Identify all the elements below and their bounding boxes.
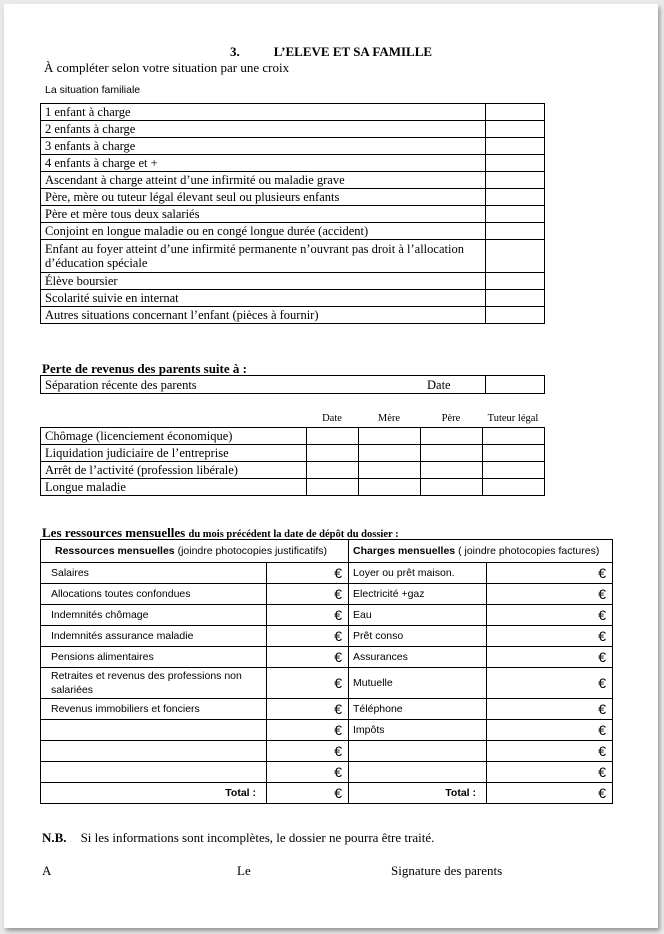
ressources-row <box>41 668 613 699</box>
ressources-heading-bold: Les ressources mensuelles <box>42 525 186 540</box>
charge-label: Téléphone <box>349 699 487 720</box>
charges-total-label: Total : <box>349 783 487 804</box>
ressource-amount-cell[interactable]: € <box>267 668 349 699</box>
nb-note <box>42 830 434 846</box>
charge-label: Impôts <box>349 720 487 741</box>
col-tuteur-header: Tuteur légal <box>487 413 539 424</box>
perte-heading: Perte de revenus des parents suite à : <box>42 361 247 376</box>
ressources-header <box>41 540 349 563</box>
charge-amount-cell[interactable]: € <box>487 605 613 626</box>
charge-label <box>349 762 487 783</box>
situation-table <box>40 103 545 324</box>
charges-total-cell[interactable]: € <box>487 783 613 804</box>
ressources-row <box>41 647 613 668</box>
situation-checkbox-cell[interactable] <box>486 121 545 138</box>
perte-label: Arrêt de l’activité (profession libérale) <box>41 462 307 479</box>
perte-mere-cell[interactable] <box>359 462 421 479</box>
situation-checkbox-cell[interactable] <box>486 273 545 290</box>
perte-label: Liquidation judiciaire de l’entreprise <box>41 445 307 462</box>
section-number: 3. <box>229 44 240 59</box>
ressource-label: Salaires <box>41 563 267 584</box>
situation-row <box>41 104 545 121</box>
situation-label: Élève boursier <box>41 273 486 290</box>
ressources-row <box>41 741 613 762</box>
perte-tuteur-cell[interactable] <box>483 462 545 479</box>
nb-label: N.B. <box>42 830 67 845</box>
situation-checkbox-cell[interactable] <box>486 206 545 223</box>
perte-row <box>41 428 545 445</box>
charge-label: Loyer ou prêt maison. <box>349 563 487 584</box>
ressources-total-cell[interactable]: € <box>267 783 349 804</box>
ressource-label <box>41 762 267 783</box>
perte-mere-cell[interactable] <box>359 445 421 462</box>
ressources-row <box>41 699 613 720</box>
date-label: Date <box>427 378 451 392</box>
situation-row <box>41 121 545 138</box>
ressources-row <box>41 584 613 605</box>
charge-label: Eau <box>349 605 487 626</box>
charge-label: Prêt conso <box>349 626 487 647</box>
situation-label: Père et mère tous deux salariés <box>41 206 486 223</box>
ressource-amount-cell[interactable]: € <box>267 584 349 605</box>
perte-row <box>41 445 545 462</box>
ressource-amount-cell[interactable]: € <box>267 741 349 762</box>
situation-row <box>41 307 545 324</box>
perte-label: Longue maladie <box>41 479 307 496</box>
ressources-row <box>41 563 613 584</box>
ressource-amount-cell[interactable]: € <box>267 626 349 647</box>
perte-table <box>40 427 545 496</box>
situation-row <box>41 290 545 307</box>
ressources-row <box>41 605 613 626</box>
perte-tuteur-cell[interactable] <box>483 428 545 445</box>
perte-pere-cell[interactable] <box>421 462 483 479</box>
situation-row <box>41 240 545 273</box>
charges-header <box>349 540 613 563</box>
ressource-label: Indemnités chômage <box>41 605 267 626</box>
section-title <box>4 44 658 60</box>
ressources-row <box>41 720 613 741</box>
charge-label: Mutuelle <box>349 668 487 699</box>
perte-date-cell[interactable] <box>307 462 359 479</box>
ressource-amount-cell[interactable]: € <box>267 647 349 668</box>
charge-amount-cell[interactable]: € <box>487 647 613 668</box>
perte-mere-cell[interactable] <box>359 479 421 496</box>
ressources-header-rest: (joindre photocopies justificatifs) <box>177 545 327 557</box>
perte-date-cell[interactable] <box>307 479 359 496</box>
ressource-label: Indemnités assurance maladie <box>41 626 267 647</box>
ressource-label: Pensions alimentaires <box>41 647 267 668</box>
ressources-row <box>41 762 613 783</box>
total-row <box>41 783 613 804</box>
ressource-amount-cell[interactable]: € <box>267 563 349 584</box>
charge-amount-cell[interactable]: € <box>487 741 613 762</box>
signature-label: Signature des parents <box>391 863 503 878</box>
perte-date-cell[interactable] <box>307 428 359 445</box>
situation-row <box>41 172 545 189</box>
situation-checkbox-cell[interactable] <box>486 223 545 240</box>
situation-label: Ascendant à charge atteint d’une infirmité ou maladie grave <box>41 172 486 189</box>
col-pere-header: Père <box>441 413 461 424</box>
situation-row <box>41 189 545 206</box>
ressource-label: Allocations toutes confondues <box>41 584 267 605</box>
perte-label: Chômage (licenciement économique) <box>41 428 307 445</box>
ressource-label <box>41 720 267 741</box>
ressource-label <box>41 741 267 762</box>
situation-checkbox-cell[interactable] <box>486 138 545 155</box>
col-date-header: Date <box>322 413 342 424</box>
situation-row <box>41 273 545 290</box>
date-label-footer: Le <box>237 863 251 878</box>
place-label: A <box>42 863 52 878</box>
charge-amount-cell[interactable]: € <box>487 699 613 720</box>
situation-checkbox-cell[interactable] <box>486 104 545 121</box>
situation-checkbox-cell[interactable] <box>486 307 545 324</box>
perte-pere-cell[interactable] <box>421 428 483 445</box>
situation-label: Enfant au foyer atteint d’une infirmité permanente n’ouvrant pas droit à l’allocation d’éducation spéciale <box>41 240 486 273</box>
nb-text: Si les informations sont incomplètes, le dossier ne pourra être traité. <box>80 830 435 845</box>
situation-label: Autres situations concernant l’enfant (pièces à fournir) <box>41 307 486 324</box>
ressource-label: Retraites et revenus des professions non salariées <box>41 668 267 699</box>
separation-table <box>40 375 545 394</box>
situation-row <box>41 138 545 155</box>
ressources-header-row <box>41 540 613 563</box>
situation-label: 2 enfants à charge <box>41 121 486 138</box>
situation-checkbox-cell[interactable] <box>486 172 545 189</box>
ressources-table <box>40 539 613 804</box>
charges-header-rest: ( joindre photocopies factures) <box>458 545 600 557</box>
charge-label: Electricité +gaz <box>349 584 487 605</box>
charge-label <box>349 741 487 762</box>
situation-label: Scolarité suivie en internat <box>41 290 486 307</box>
ressource-label: Revenus immobiliers et fonciers <box>41 699 267 720</box>
charge-amount-cell[interactable]: € <box>487 626 613 647</box>
perte-date-cell[interactable] <box>307 445 359 462</box>
situation-label: Père, mère ou tuteur légal élevant seul ou plusieurs enfants <box>41 189 486 206</box>
situation-row <box>41 206 545 223</box>
situation-label: Conjoint en longue maladie ou en congé longue durée (accident) <box>41 223 486 240</box>
col-mere-header: Mère <box>377 413 401 424</box>
perte-pere-cell[interactable] <box>421 479 483 496</box>
ressources-total-label: Total : <box>41 783 267 804</box>
situation-label: La situation familiale <box>45 84 141 96</box>
ressource-amount-cell[interactable]: € <box>267 720 349 741</box>
perte-tuteur-cell[interactable] <box>483 445 545 462</box>
separation-date-cell[interactable] <box>486 376 545 394</box>
charge-label: Assurances <box>349 647 487 668</box>
section-title-text: L’ELEVE ET SA FAMILLE <box>273 44 433 59</box>
charge-amount-cell[interactable]: € <box>487 668 613 699</box>
ressources-heading-rest: du mois précédent la date de dépôt du dossier : <box>188 529 399 540</box>
situation-checkbox-cell[interactable] <box>486 155 545 172</box>
situation-row <box>41 223 545 240</box>
charge-amount-cell[interactable]: € <box>487 584 613 605</box>
charge-amount-cell[interactable]: € <box>487 720 613 741</box>
separation-row <box>41 376 545 394</box>
situation-checkbox-cell[interactable] <box>486 240 545 273</box>
separation-label: Séparation récente des parents <box>45 377 197 392</box>
ressource-amount-cell[interactable]: € <box>267 699 349 720</box>
ressource-amount-cell[interactable]: € <box>267 762 349 783</box>
perte-mere-cell[interactable] <box>359 428 421 445</box>
situation-label: 4 enfants à charge et + <box>41 155 486 172</box>
ressources-row <box>41 626 613 647</box>
situation-label: 3 enfants à charge <box>41 138 486 155</box>
charge-amount-cell[interactable]: € <box>487 563 613 584</box>
situation-checkbox-cell[interactable] <box>486 189 545 206</box>
perte-tuteur-cell[interactable] <box>483 479 545 496</box>
situation-checkbox-cell[interactable] <box>486 290 545 307</box>
ressource-amount-cell[interactable]: € <box>267 605 349 626</box>
ressources-header-bold: Ressources mensuelles <box>55 545 175 557</box>
charge-amount-cell[interactable]: € <box>487 762 613 783</box>
instructions: À compléter selon votre situation par une croix <box>44 60 290 75</box>
perte-row <box>41 462 545 479</box>
charges-header-bold: Charges mensuelles <box>353 545 456 557</box>
situation-row <box>41 155 545 172</box>
perte-pere-cell[interactable] <box>421 445 483 462</box>
document-page <box>4 4 658 928</box>
situation-label: 1 enfant à charge <box>41 104 486 121</box>
perte-row <box>41 479 545 496</box>
